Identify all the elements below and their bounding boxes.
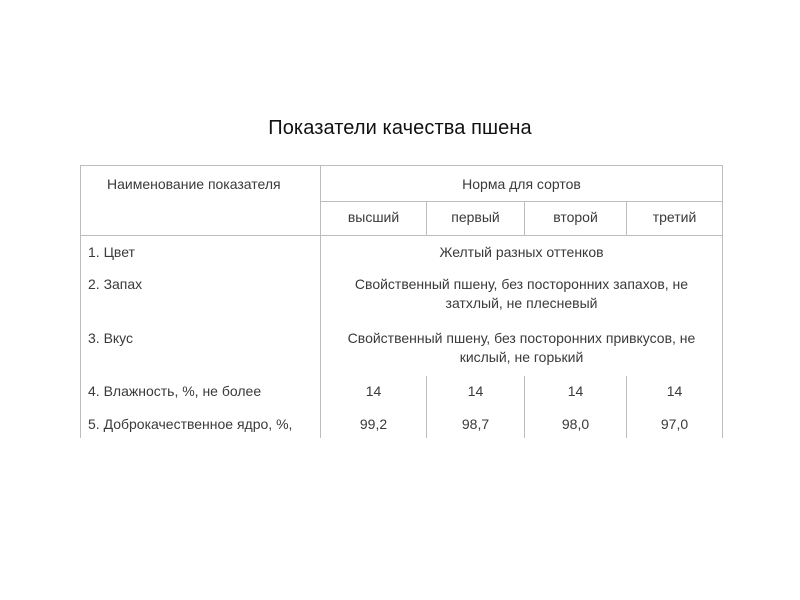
row-norm-text: затхлый, не плесневый: [445, 295, 598, 311]
header-name: Наименование показателя: [107, 176, 281, 192]
row-label: 2. Запах: [88, 276, 143, 292]
row-norm-text: кислый, не горький: [459, 349, 584, 365]
row-label: 3. Вкус: [88, 330, 134, 346]
header-divider: [321, 201, 722, 202]
row-label: 4. Влажность, %, не более: [88, 383, 262, 399]
quality-table: [80, 165, 723, 438]
cell-value: 97,0: [660, 416, 689, 432]
cell-value: 14: [666, 383, 683, 399]
header-bottom-line: [81, 235, 722, 236]
cell-value: 98,0: [561, 416, 590, 432]
header-norm: Норма для сортов: [462, 176, 581, 192]
cell-value: 14: [365, 383, 382, 399]
cell-value: 14: [467, 383, 484, 399]
cell-value: 14: [567, 383, 584, 399]
grade-header: первый: [451, 209, 500, 225]
grade-header: третий: [652, 209, 697, 225]
cell-value: 98,7: [461, 416, 490, 432]
grade-header: второй: [553, 209, 598, 225]
page-title: Показатели качества пшена: [268, 117, 532, 139]
row-label: 1. Цвет: [88, 244, 135, 260]
row-norm-text: Свойственный пшену, без посторонних запахов, не: [354, 276, 689, 292]
row-norm-text: Желтый разных оттенков: [439, 244, 604, 260]
row-label: 5. Доброкачественное ядро, %,: [88, 416, 293, 432]
grade-header: высший: [347, 209, 400, 225]
row-norm-text: Свойственный пшену, без посторонних привкусов, не: [347, 330, 696, 346]
cell-value: 99,2: [359, 416, 388, 432]
